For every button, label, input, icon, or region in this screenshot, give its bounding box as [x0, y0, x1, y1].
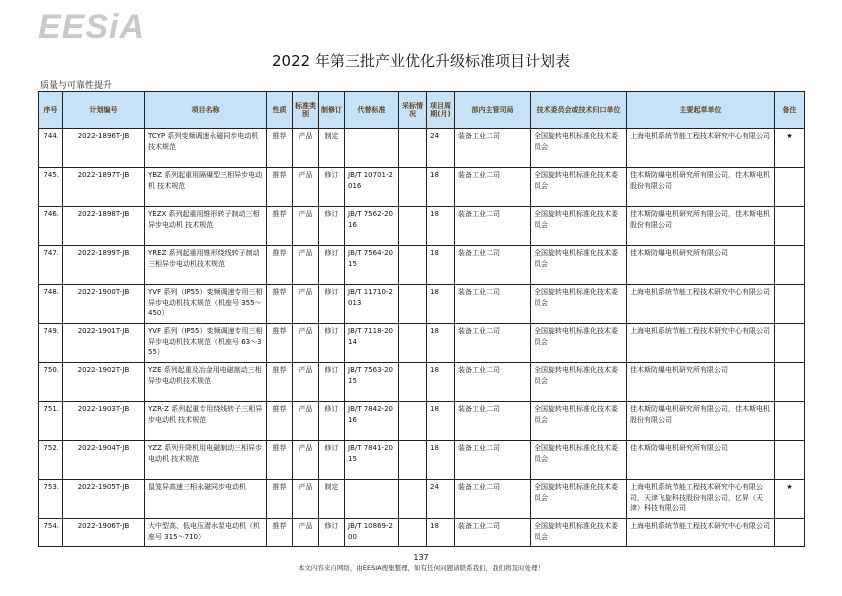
cell-note	[775, 363, 805, 402]
cell-committee: 全国旋转电机标准化技术委员会	[531, 285, 627, 324]
cell-replace	[345, 480, 399, 519]
cell-drafter: 佳木斯防爆电机研究所有限公司，佳木斯电机股份有限公司	[627, 207, 775, 246]
cell-name: YZZ 系列升降机用电磁制动三相异步电动机 技术规范	[145, 441, 267, 480]
cell-note	[775, 207, 805, 246]
cell-committee: 全国旋转电机标准化技术委员会	[531, 207, 627, 246]
cell-adopt	[399, 519, 427, 547]
cell-note: ★	[775, 480, 805, 519]
cell-committee: 全国旋转电机标准化技术委员会	[531, 402, 627, 441]
cell-no: 749.	[39, 324, 63, 363]
header-revise: 制修订	[319, 92, 345, 129]
cell-dept: 装备工业二司	[455, 363, 531, 402]
table-header-row	[39, 92, 805, 129]
cell-replace: JB/T 11710-2013	[345, 285, 399, 324]
cell-revise: 修订	[319, 168, 345, 207]
cell-nature: 推荐	[267, 402, 293, 441]
cell-name: YEZX 系列起重用锥形转子制动三相异步电动机 技术规范	[145, 207, 267, 246]
cell-period: 18	[427, 324, 455, 363]
cell-revise: 修订	[319, 519, 345, 547]
header-period: 项目周期(月)	[427, 92, 455, 129]
header-name: 项目名称	[145, 92, 267, 129]
cell-committee: 全国旋转电机标准化技术委员会	[531, 480, 627, 519]
cell-drafter: 佳木斯防爆电机研究所有限公司，佳木斯电机股份有限公司	[627, 402, 775, 441]
cell-drafter: 上海电机系统节能工程技术研究中心有限公司	[627, 324, 775, 363]
cell-category: 产品	[293, 129, 319, 168]
cell-adopt	[399, 324, 427, 363]
cell-category: 产品	[293, 480, 319, 519]
cell-category: 产品	[293, 363, 319, 402]
cell-code: 2022-1903T-JB	[63, 402, 145, 441]
header-adopt: 采标情况	[399, 92, 427, 129]
header-committee: 技术委员会或技术归口单位	[531, 92, 627, 129]
cell-note	[775, 285, 805, 324]
cell-nature: 推荐	[267, 324, 293, 363]
header-drafter: 主要起草单位	[627, 92, 775, 129]
cell-dept: 装备工业二司	[455, 129, 531, 168]
cell-nature: 推荐	[267, 441, 293, 480]
cell-code: 2022-1905T-JB	[63, 480, 145, 519]
cell-note	[775, 402, 805, 441]
table-row	[39, 519, 805, 547]
cell-category: 产品	[293, 168, 319, 207]
cell-nature: 推荐	[267, 519, 293, 547]
cell-name: 鼠笼异高速三相永磁同步电动机	[145, 480, 267, 519]
cell-code: 2022-1901T-JB	[63, 324, 145, 363]
cell-period: 18	[427, 441, 455, 480]
table-row	[39, 207, 805, 246]
cell-name: YVF 系列（IP55）变频调速专用三相异步电动机技术规范（机座号 63～355）	[145, 324, 267, 363]
cell-replace: JB/T 10869-200	[345, 519, 399, 547]
cell-adopt	[399, 363, 427, 402]
cell-committee: 全国旋转电机标准化技术委员会	[531, 246, 627, 285]
cell-name: YZE 系列起重及冶金用电磁制动三相异步电动机技术规范	[145, 363, 267, 402]
cell-no: 751.	[39, 402, 63, 441]
cell-drafter: 佳木斯防爆电机研究所有限公司	[627, 363, 775, 402]
cell-code: 2022-1898T-JB	[63, 207, 145, 246]
cell-no: 752.	[39, 441, 63, 480]
cell-no: 754.	[39, 519, 63, 547]
cell-name: TCYP 系列变频调速永磁同步电动机技术规范	[145, 129, 267, 168]
header-category: 标准类别	[293, 92, 319, 129]
cell-dept: 装备工业二司	[455, 168, 531, 207]
cell-category: 产品	[293, 207, 319, 246]
cell-drafter: 上海电机系统节能工程技术研究中心有限公司	[627, 129, 775, 168]
header-replace: 代替标准	[345, 92, 399, 129]
cell-category: 产品	[293, 519, 319, 547]
cell-committee: 全国旋转电机标准化技术委员会	[531, 129, 627, 168]
cell-committee: 全国旋转电机标准化技术委员会	[531, 324, 627, 363]
cell-no: 753.	[39, 480, 63, 519]
cell-no: 744.	[39, 129, 63, 168]
cell-period: 18	[427, 285, 455, 324]
cell-dept: 装备工业二司	[455, 324, 531, 363]
cell-revise: 制定	[319, 480, 345, 519]
table-row	[39, 129, 805, 168]
table-row	[39, 480, 805, 519]
standards-plan-table	[38, 91, 805, 547]
table-row	[39, 363, 805, 402]
cell-revise: 修订	[319, 246, 345, 285]
cell-nature: 推荐	[267, 480, 293, 519]
cell-note: ★	[775, 129, 805, 168]
cell-code: 2022-1896T-JB	[63, 129, 145, 168]
header-code: 计划编号	[63, 92, 145, 129]
cell-replace	[345, 129, 399, 168]
cell-period: 18	[427, 402, 455, 441]
cell-name: YZR-Z 系列起重专用绕线转子三相异步电动机 技术规范	[145, 402, 267, 441]
cell-revise: 修订	[319, 441, 345, 480]
cell-note	[775, 246, 805, 285]
cell-code: 2022-1899T-JB	[63, 246, 145, 285]
cell-adopt	[399, 207, 427, 246]
cell-period: 18	[427, 168, 455, 207]
cell-revise: 修订	[319, 363, 345, 402]
cell-replace: JB/T 7841-2015	[345, 441, 399, 480]
table-row	[39, 402, 805, 441]
cell-name: YVF 系列（IP55）变频调速专用三相异步电动机技术规范（机座号 355～450）	[145, 285, 267, 324]
cell-replace: JB/T 7118-2014	[345, 324, 399, 363]
cell-category: 产品	[293, 285, 319, 324]
cell-category: 产品	[293, 441, 319, 480]
cell-committee: 全国旋转电机标准化技术委员会	[531, 363, 627, 402]
cell-name: YREZ 系列起重用锥形绕线转子制动三相异步电动机技术规范	[145, 246, 267, 285]
page-title: 2022 年第三批产业优化升级标准项目计划表	[272, 52, 570, 70]
cell-nature: 推荐	[267, 363, 293, 402]
cell-drafter: 上海电机系统节能工程技术研究中心有限公司，天津飞旋科技股份有限公司，亿昇（天津）科技有限公司	[627, 480, 775, 519]
footer-disclaimer: 本文内容来自网络，由EESIA搜集整理，如有任何问题请联系我们，我们将及时处理！	[297, 564, 545, 572]
cell-adopt	[399, 402, 427, 441]
cell-code: 2022-1906T-JB	[63, 519, 145, 547]
cell-name: 大中型高、低电压潜水泵电动机（机座号 315～710）	[145, 519, 267, 547]
cell-code: 2022-1900T-JB	[63, 285, 145, 324]
cell-replace: JB/T 7842-2016	[345, 402, 399, 441]
cell-category: 产品	[293, 246, 319, 285]
cell-period: 18	[427, 519, 455, 547]
cell-revise: 修订	[319, 285, 345, 324]
cell-dept: 装备工业二司	[455, 480, 531, 519]
cell-period: 18	[427, 246, 455, 285]
cell-code: 2022-1902T-JB	[63, 363, 145, 402]
cell-adopt	[399, 441, 427, 480]
cell-adopt	[399, 285, 427, 324]
cell-nature: 推荐	[267, 207, 293, 246]
cell-drafter: 佳木斯防爆电机研究所有限公司	[627, 441, 775, 480]
cell-dept: 装备工业二司	[455, 207, 531, 246]
cell-dept: 装备工业二司	[455, 402, 531, 441]
cell-category: 产品	[293, 402, 319, 441]
table-row	[39, 441, 805, 480]
header-note: 备注	[775, 92, 805, 129]
table-row	[39, 324, 805, 363]
cell-replace: JB/T 7564-2015	[345, 246, 399, 285]
cell-note	[775, 441, 805, 480]
page-number: 137	[413, 553, 429, 562]
cell-code: 2022-1897T-JB	[63, 168, 145, 207]
cell-nature: 推荐	[267, 168, 293, 207]
table-row	[39, 285, 805, 324]
cell-note	[775, 324, 805, 363]
cell-name: YBZ 系列起重用隔爆型三相异步电动机 技术规范	[145, 168, 267, 207]
cell-revise: 修订	[319, 402, 345, 441]
cell-drafter: 佳木斯防爆电机研究所有限公司，佳木斯电机股份有限公司	[627, 168, 775, 207]
cell-adopt	[399, 168, 427, 207]
cell-adopt	[399, 246, 427, 285]
cell-adopt	[399, 480, 427, 519]
cell-committee: 全国旋转电机标准化技术委员会	[531, 168, 627, 207]
cell-no: 750.	[39, 363, 63, 402]
cell-adopt	[399, 129, 427, 168]
section-label: 质量与可靠性提升	[40, 81, 113, 91]
cell-revise: 修订	[319, 207, 345, 246]
cell-replace: JB/T 7562-2016	[345, 207, 399, 246]
cell-period: 24	[427, 480, 455, 519]
header-nature: 性质	[267, 92, 293, 129]
cell-revise: 制定	[319, 129, 345, 168]
cell-committee: 全国旋转电机标准化技术委员会	[531, 519, 627, 547]
cell-no: 745.	[39, 168, 63, 207]
table-row	[39, 168, 805, 207]
eesia-logo: EESiA	[38, 8, 146, 46]
cell-no: 746.	[39, 207, 63, 246]
cell-period: 18	[427, 207, 455, 246]
cell-drafter: 佳木斯防爆电机研究所有限公司	[627, 246, 775, 285]
cell-nature: 推荐	[267, 246, 293, 285]
cell-dept: 装备工业二司	[455, 285, 531, 324]
cell-no: 748.	[39, 285, 63, 324]
cell-category: 产品	[293, 324, 319, 363]
cell-nature: 推荐	[267, 129, 293, 168]
cell-no: 747.	[39, 246, 63, 285]
cell-drafter: 上海电机系统节能工程技术研究中心有限公司	[627, 285, 775, 324]
cell-note	[775, 168, 805, 207]
header-no: 序号	[39, 92, 63, 129]
cell-note	[775, 519, 805, 547]
cell-period: 24	[427, 129, 455, 168]
cell-replace: JB/T 10701-2016	[345, 168, 399, 207]
cell-replace: JB/T 7563-2015	[345, 363, 399, 402]
cell-nature: 推荐	[267, 285, 293, 324]
cell-committee: 全国旋转电机标准化技术委员会	[531, 441, 627, 480]
cell-revise: 修订	[319, 324, 345, 363]
cell-drafter: 上海电机系统节能工程技术研究中心有限公司	[627, 519, 775, 547]
cell-dept: 装备工业二司	[455, 246, 531, 285]
header-dept: 部内主管司局	[455, 92, 531, 129]
cell-dept: 装备工业二司	[455, 519, 531, 547]
cell-code: 2022-1904T-JB	[63, 441, 145, 480]
table-row	[39, 246, 805, 285]
cell-dept: 装备工业二司	[455, 441, 531, 480]
cell-period: 18	[427, 363, 455, 402]
